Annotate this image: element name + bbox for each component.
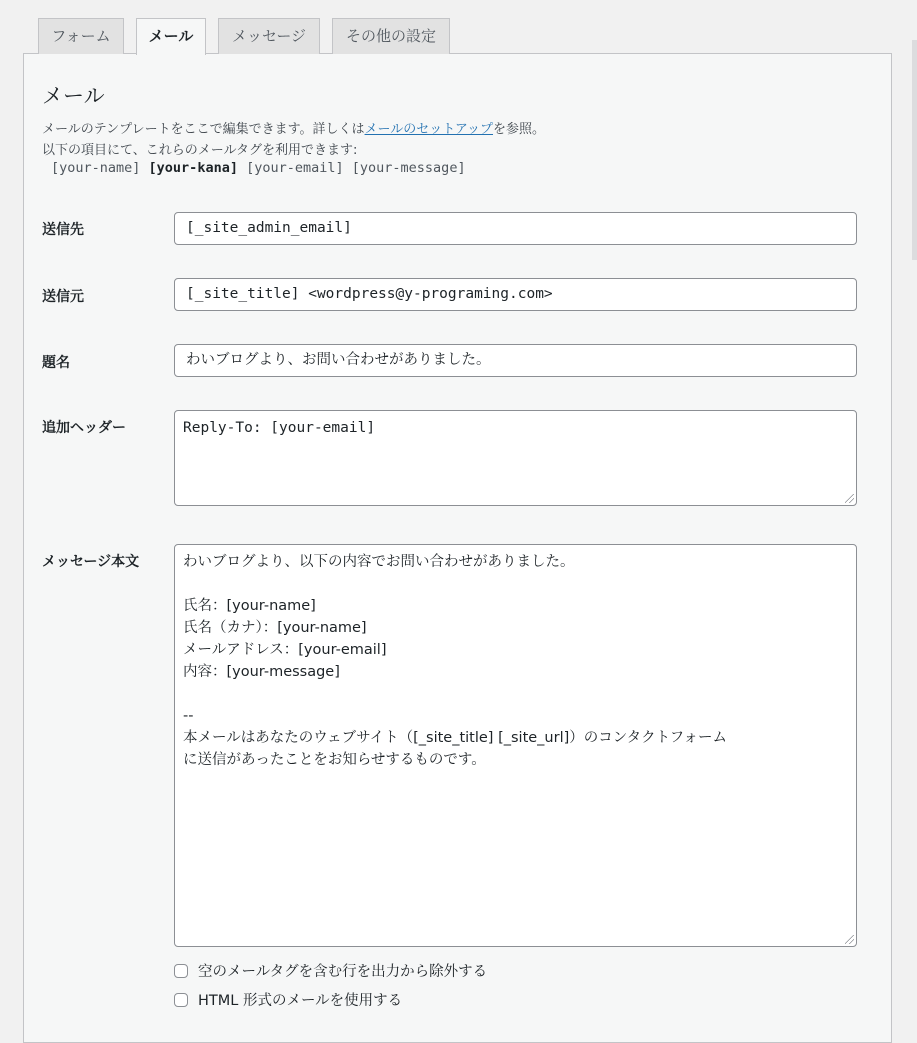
tags-intro: 以下の項目にて、これらのメールタグを利用できます: <box>42 143 358 158</box>
mail-tag[interactable]: [your-email] <box>246 160 344 176</box>
to-label: 送信先 <box>42 222 84 238</box>
subject-label: 題名 <box>42 355 70 371</box>
exclude-blank-checkbox[interactable] <box>174 964 188 978</box>
message-body-textarea[interactable] <box>174 544 857 947</box>
mail-tag[interactable]: [your-message] <box>351 160 466 176</box>
headers-text: Reply-To: [your-email] <box>183 420 376 436</box>
exclude-blank-text: 空のメールタグを含む行を出力から除外する <box>198 964 488 980</box>
additional-headers-label: 追加ヘッダー <box>42 420 126 436</box>
message-body-label: メッセージ本文 <box>42 554 140 570</box>
from-label: 送信元 <box>42 289 84 305</box>
resize-handle-icon[interactable] <box>845 494 854 503</box>
use-html-option[interactable] <box>174 989 402 1010</box>
additional-headers-textarea[interactable] <box>174 410 857 506</box>
tab-additional-settings[interactable]: その他の設定 <box>332 18 450 54</box>
exclude-blank-option[interactable] <box>174 960 487 981</box>
mail-setup-link[interactable]: メールのセットアップ <box>364 122 493 137</box>
tab-mail[interactable]: メール <box>136 18 206 55</box>
tab-form[interactable]: フォーム <box>38 18 124 54</box>
use-html-text: HTML 形式のメールを使用する <box>198 993 403 1009</box>
mail-description <box>42 118 545 137</box>
body-text: わいブログより、以下の内容でお問い合わせがありました。 氏名：[your-name] 氏名（カナ）：[your-name] メールアドレス：[your-email] 内容：[your-message] -- 本メールはあなたのウェブサイト（[_site_title] [_site_url]）のコンタクトフォーム に送信があったことをお知らせするものです。 <box>183 554 728 768</box>
description-text: メールのテンプレートをここで編集できます。詳しくは <box>42 122 365 137</box>
to-input[interactable]: [_site_admin_email] <box>174 212 857 245</box>
mail-tag[interactable]: [your-name] <box>51 160 141 176</box>
mail-tag-used[interactable]: [your-kana] <box>148 160 238 176</box>
resize-handle-icon[interactable] <box>845 935 854 944</box>
subject-input[interactable]: わいブログより、お問い合わせがありました。 <box>174 344 857 377</box>
description-suffix: を参照。 <box>492 122 545 137</box>
section-title: メール <box>42 84 105 108</box>
use-html-checkbox[interactable] <box>174 993 188 1007</box>
scrollbar[interactable] <box>912 40 917 260</box>
tab-messages[interactable]: メッセージ <box>218 18 320 54</box>
from-input[interactable]: [_site_title] <wordpress@y-programing.com> <box>174 278 857 311</box>
mail-tags <box>51 160 466 176</box>
